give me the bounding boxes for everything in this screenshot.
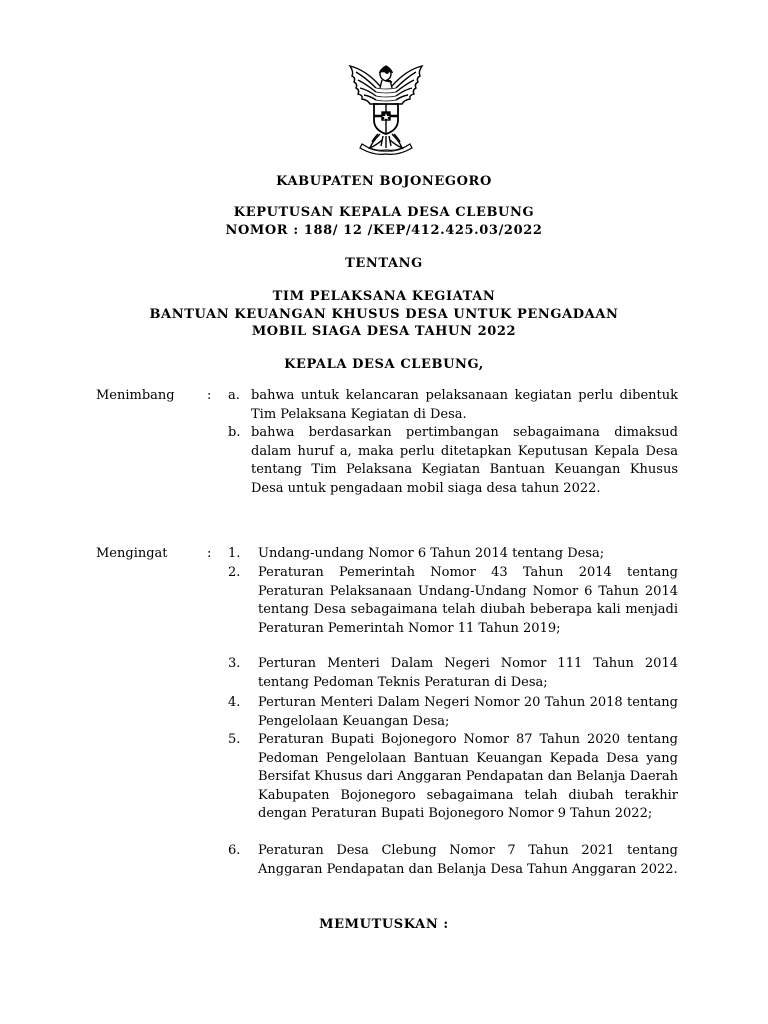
mengingat-item-6: Peraturan Desa Clebung Nomor 7 Tahun 2021 tentang Anggaran Pendapatan dan Belanja Desa Tahun Anggaran 2022. — [258, 843, 678, 877]
menimbang-marker-a: a. — [228, 388, 240, 403]
decision-heading: MEMUTUSKAN : — [319, 917, 449, 932]
mengingat-item-3: Perturan Menteri Dalam Negeri Nomor 111 Tahun 2014 tentang Pedoman Teknis Peraturan di Desa; — [258, 656, 678, 690]
mengingat-marker-5: 5. — [228, 732, 241, 747]
issuer-heading: KEPALA DESA CLEBUNG, — [284, 357, 484, 372]
menimbang-colon: : — [207, 388, 212, 403]
subject-line-1: TIM PELAKSANA KEGIATAN — [272, 289, 496, 304]
about-heading: TENTANG — [345, 256, 423, 271]
mengingat-marker-1: 1. — [228, 546, 241, 561]
subject-line-2: BANTUAN KEUANGAN KHUSUS DESA UNTUK PENGADAAN — [149, 307, 619, 322]
decree-title: KEPUTUSAN KEPALA DESA CLEBUNG — [233, 205, 535, 220]
mengingat-label: Mengingat — [96, 546, 168, 561]
menimbang-label: Menimbang — [96, 388, 175, 403]
mengingat-item-5: Peraturan Bupati Bojonegoro Nomor 87 Tahun 2020 tentang Pedoman Pengelolaan Bantuan Keuangan Kepada Desa yang Bersifat Khusus dari Anggaran Pendapatan dan Belanja Daerah Kabupaten Bojonegoro sebagaimana telah diubah terakhir dengan Peraturan Bupati Bojonegoro Nomor 9 Tahun 2022; — [258, 732, 678, 821]
mengingat-item-2: Peraturan Pemerintah Nomor 43 Tahun 2014 tentang Peraturan Pelaksanaan Undang-Undang Nomor 6 Tahun 2014 tentang Desa sebagaimana telah diubah beberapa kali menjadi Peraturan Pemerintah Nomor 11 Tahun 2019; — [258, 565, 678, 636]
mengingat-marker-6: 6. — [228, 843, 241, 858]
mengingat-marker-2: 2. — [228, 565, 241, 580]
regency-heading: KABUPATEN BOJONEGORO — [276, 174, 492, 189]
mengingat-colon: : — [207, 546, 212, 561]
mengingat-item-1: Undang-undang Nomor 6 Tahun 2014 tentang Desa; — [258, 546, 605, 561]
subject-line-3: MOBIL SIAGA DESA TAHUN 2022 — [251, 324, 517, 339]
garuda-emblem-icon — [336, 60, 436, 160]
mengingat-marker-3: 3. — [228, 656, 241, 671]
mengingat-item-4: Perturan Menteri Dalam Negeri Nomor 20 Tahun 2018 tentang Pengelolaan Keuangan Desa; — [258, 695, 678, 729]
menimbang-item-a: bahwa untuk kelancaran pelaksanaan kegiatan perlu dibentuk Tim Pelaksana Kegiatan di Desa. — [251, 388, 678, 422]
menimbang-marker-b: b. — [228, 425, 241, 440]
decree-number: NOMOR : 188/ 12 /KEP/412.425.03/2022 — [225, 223, 543, 238]
menimbang-item-b: bahwa berdasarkan pertimbangan sebagaimana dimaksud dalam huruf a, maka perlu ditetapkan Keputusan Kepala Desa tentang Tim Pelaksana Kegiatan Bantuan Keuangan Khusus Desa untuk pengadaan mobil siaga desa tahun 2022. — [251, 425, 678, 496]
mengingat-marker-4: 4. — [228, 695, 241, 710]
